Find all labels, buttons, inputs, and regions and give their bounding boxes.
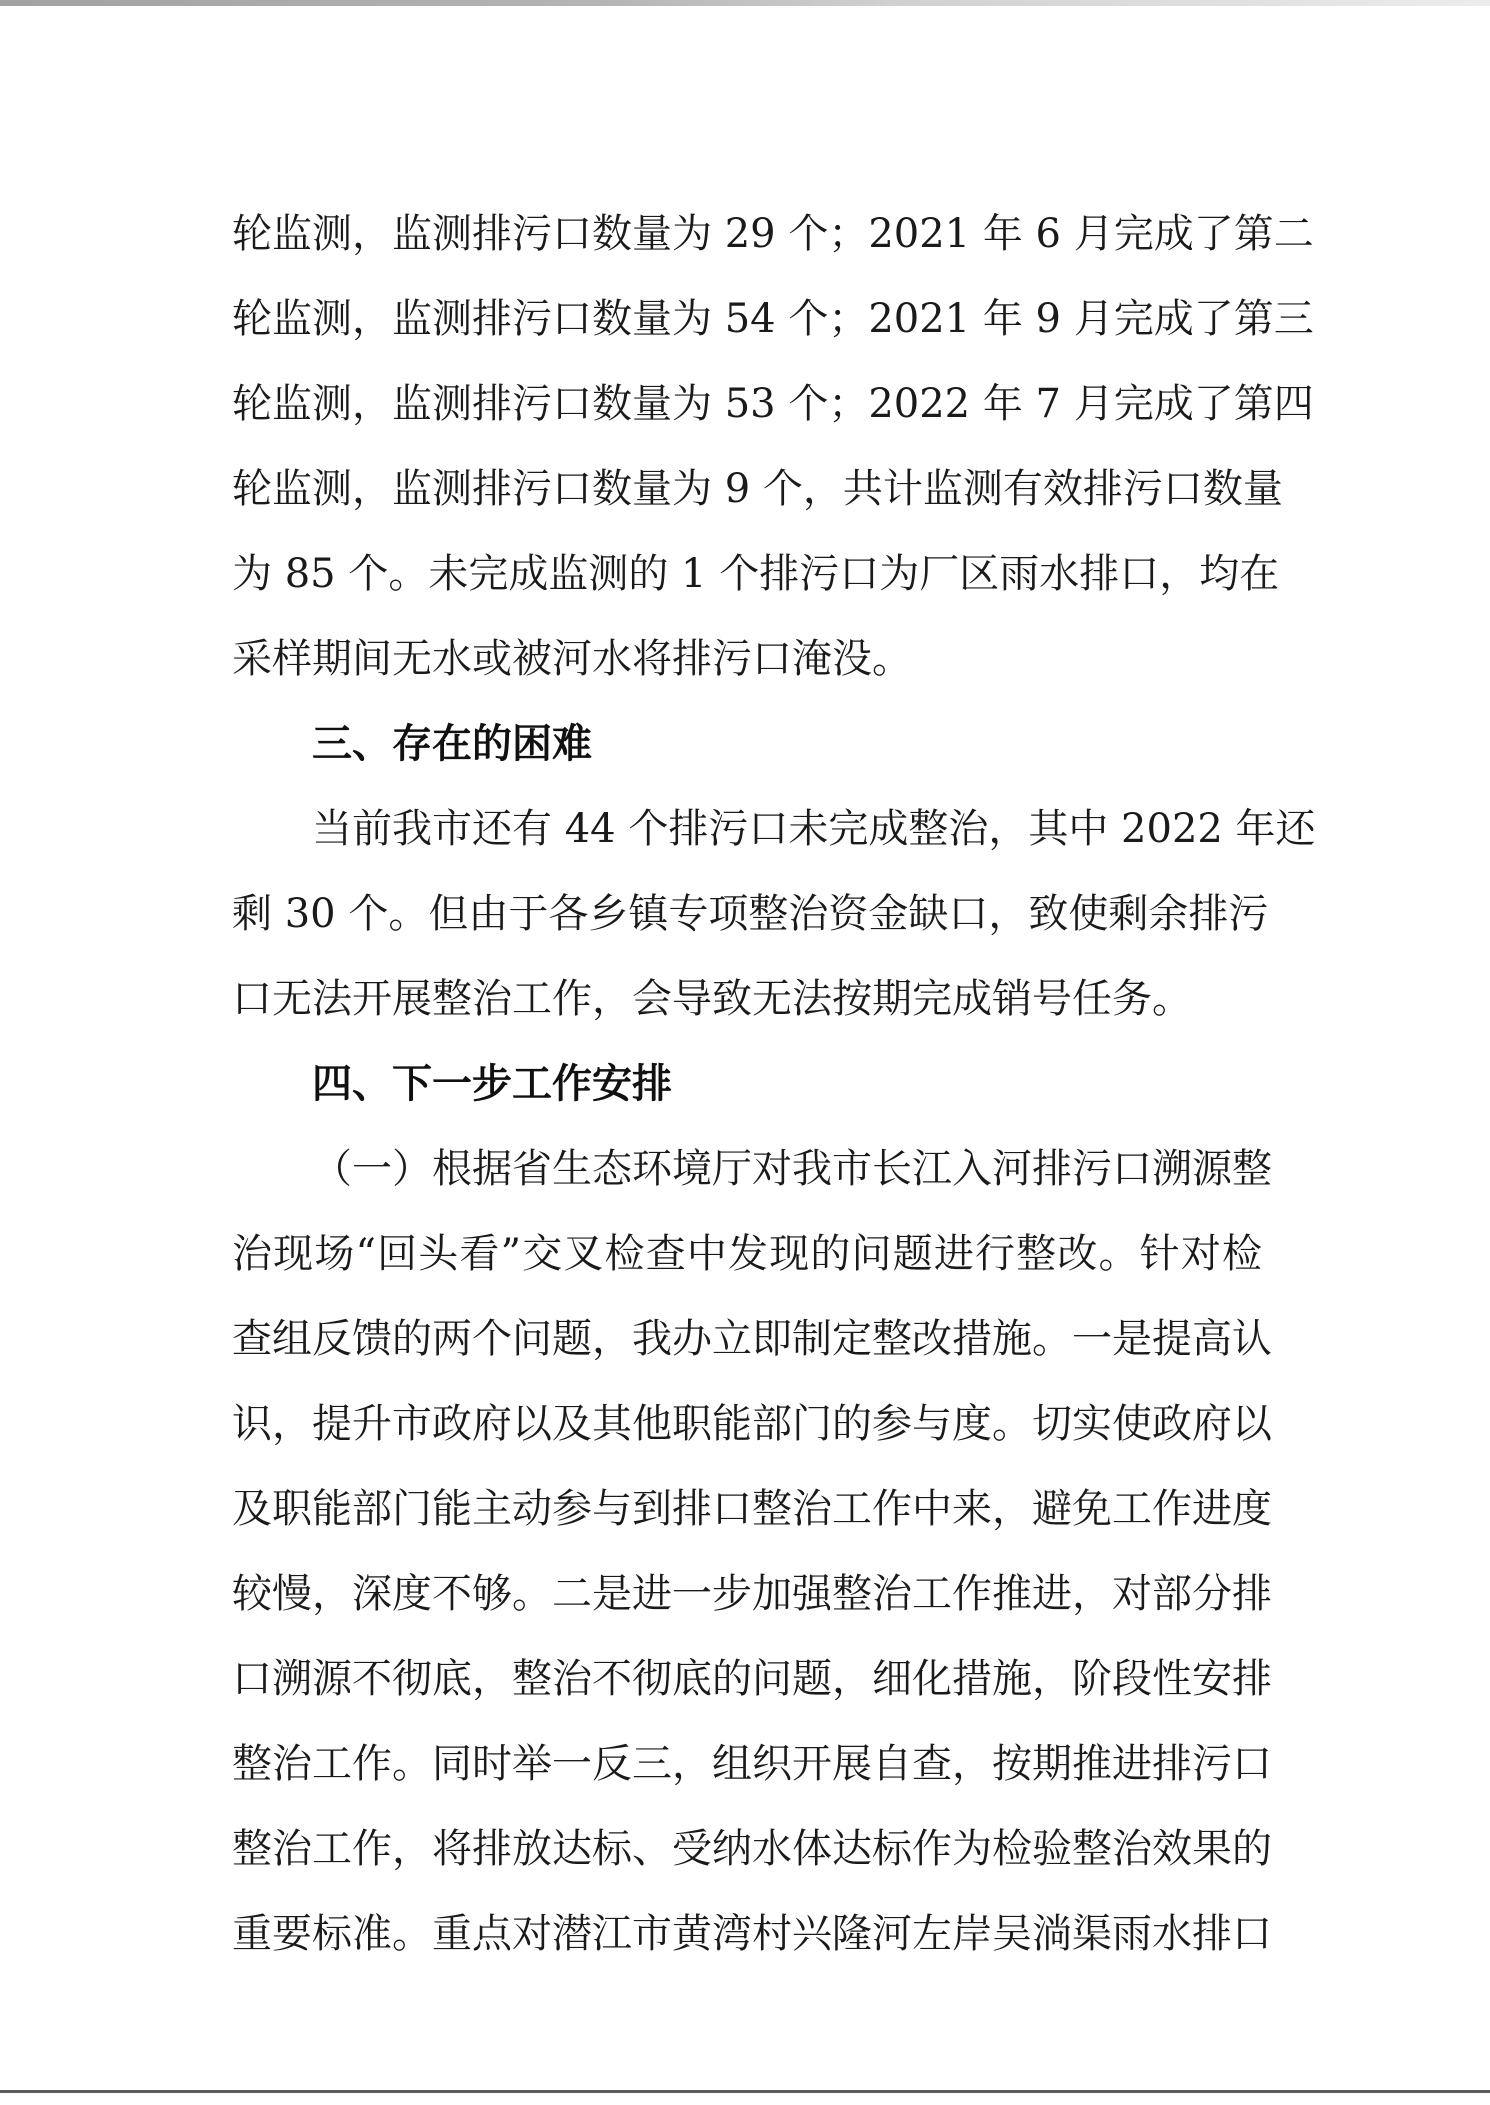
paragraph-line: 轮监测，监测排污口数量为 9 个，共计监测有效排污口数量 xyxy=(232,466,1283,512)
scan-top-edge xyxy=(0,0,1490,6)
paragraph-line: 整治工作。同时举一反三，组织开展自查，按期推进排污口 xyxy=(232,1741,1272,1787)
paragraph-line: 当前我市还有 44 个排污口未完成整治，其中 2022 年还 xyxy=(312,806,1316,852)
paragraph-line: 口无法开展整治工作，会导致无法按期完成销号任务。 xyxy=(232,976,1192,1022)
document-body xyxy=(232,192,1316,1977)
scan-bottom-edge xyxy=(0,2090,1490,2093)
paragraph-line: 采样期间无水或被河水将排污口淹没。 xyxy=(232,636,912,682)
section-heading-difficulties: 三、存在的困难 xyxy=(312,721,592,767)
paragraph-line: 查组反馈的两个问题，我办立即制定整改措施。一是提高认 xyxy=(232,1316,1272,1362)
paragraph-line: （一）根据省生态环境厅对我市长江入河排污口溯源整 xyxy=(312,1146,1272,1192)
paragraph-line: 整治工作，将排放达标、受纳水体达标作为检验整治效果的 xyxy=(232,1826,1272,1872)
paragraph-line: 轮监测，监测排污口数量为 53 个；2022 年 7 月完成了第四 xyxy=(232,381,1314,427)
paragraph-line: 轮监测，监测排污口数量为 29 个；2021 年 6 月完成了第二 xyxy=(232,211,1314,257)
paragraph-line: 较慢，深度不够。二是进一步加强整治工作推进，对部分排 xyxy=(232,1571,1272,1617)
paragraph-line: 重要标准。重点对潜江市黄湾村兴隆河左岸吴淌渠雨水排口 xyxy=(232,1911,1272,1957)
paragraph-line: 剩 30 个。但由于各乡镇专项整治资金缺口，致使剩余排污 xyxy=(232,891,1269,937)
paragraph-line: 为 85 个。未完成监测的 1 个排污口为厂区雨水排口，均在 xyxy=(232,551,1280,597)
paragraph-line: 治现场“回头看”交叉检查中发现的问题进行整改。针对检 xyxy=(232,1231,1262,1277)
section-heading-next-steps: 四、下一步工作安排 xyxy=(312,1061,672,1107)
paragraph-line: 口溯源不彻底，整治不彻底的问题，细化措施，阶段性安排 xyxy=(232,1656,1272,1702)
paragraph-line: 识，提升市政府以及其他职能部门的参与度。切实使政府以 xyxy=(232,1401,1272,1447)
paragraph-line: 及职能部门能主动参与到排口整治工作中来，避免工作进度 xyxy=(232,1486,1272,1532)
paragraph-line: 轮监测，监测排污口数量为 54 个；2021 年 9 月完成了第三 xyxy=(232,296,1314,342)
